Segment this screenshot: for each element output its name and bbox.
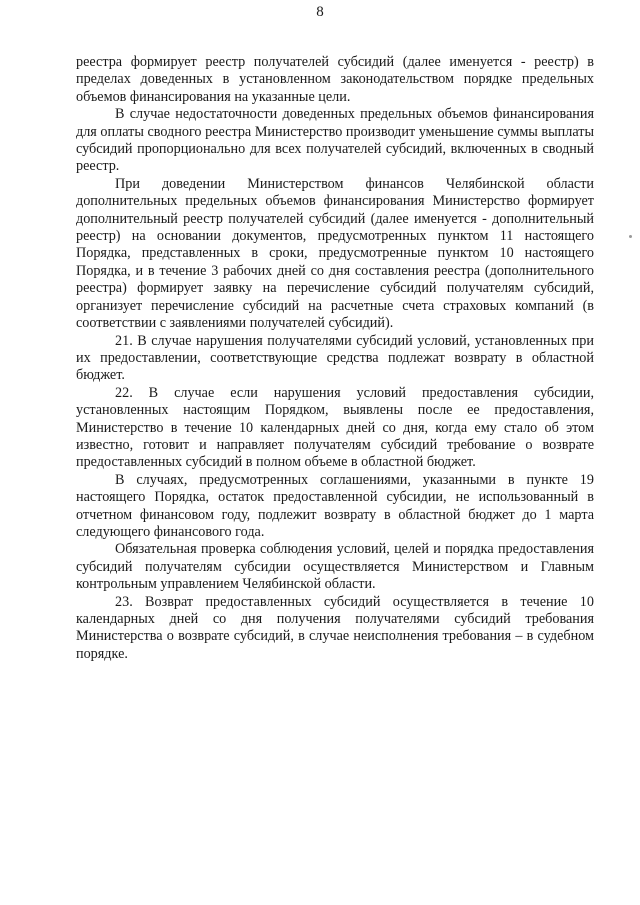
- paragraph-registry-continuation: реестра формирует реестр получателей субсидий (далее именуется - реестр) в пределах доведенных в установленном законодательством порядке предельных объемов финансирования на указанные цели.: [76, 54, 594, 105]
- paragraph-clause-23: 23. Возврат предоставленных субсидий осуществляется в течение 10 календарных дней со дня получения получателями субсидий требования Министерства о возврате субсидий, в случае неисполнения требования – в судебном порядке.: [76, 593, 594, 662]
- paragraph-insufficient-funding: В случае недостаточности доведенных предельных объемов финансирования для оплаты сводного реестра Министерство производит уменьшение суммы выплаты субсидий пропорционально для всех получателей субсидий, включенных в сводный реестр.: [76, 106, 594, 175]
- paragraph-unused-balance: В случаях, предусмотренных соглашениями, указанными в пункте 19 настоящего Порядка, остаток предоставленной субсидии, не использованный в отчетном финансовом году, подлежит возврату в областной бюджет до 1 марта следующего финансового года.: [76, 471, 594, 540]
- page-number: 8: [316, 4, 324, 20]
- scan-margin-dot: [629, 235, 632, 238]
- document-body: [76, 54, 594, 663]
- paragraph-additional-registry: При доведении Министерством финансов Челябинской области дополнительных предельных объемов финансирования Министерство формирует дополнительный реестр получателей субсидий (далее именуется - дополнительный реестр) на основании документов, предусмотренных пунктом 11 настоящего Порядка, представленных в сроки, предусмотренные пунктом 10 настоящего Порядка, и в течение 3 рабочих дней со дня составления реестра (дополнительного реестра) формирует заявку на перечисление субсидий получателям субсидий, организует перечисление субсидий на расчетные счета страховых компаний (в соответствии с заявлениями получателей субсидий).: [76, 175, 594, 332]
- paragraph-mandatory-check: Обязательная проверка соблюдения условий, целей и порядка предоставления субсидий получателям субсидии осуществляется Министерством и Главным контрольным управлением Челябинской области.: [76, 541, 594, 593]
- paragraph-clause-21: 21. В случае нарушения получателями субсидий условий, установленных при их предоставлении, соответствующие средства подлежат возврату в областной бюджет.: [76, 332, 594, 384]
- paragraph-clause-22: 22. В случае если нарушения условий предоставления субсидии, установленных настоящим Порядком, выявлены после ее предоставления, Министерство в течение 10 календарных дней со дня, когда ему стало об этом известно, готовит и направляет получателям субсидий требование о возврате предоставленных субсидий в полном объеме в областной бюджет.: [76, 384, 594, 471]
